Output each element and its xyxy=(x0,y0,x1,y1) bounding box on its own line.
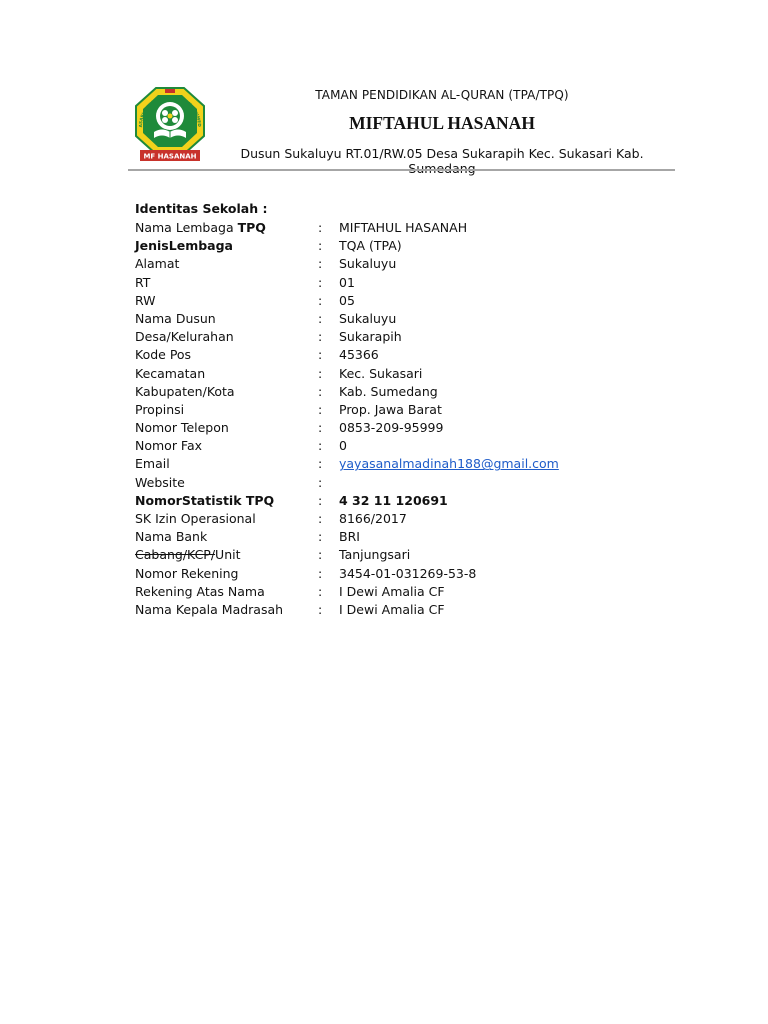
row-label: Desa/Kelurahan xyxy=(135,329,234,345)
row-value: Prop. Jawa Barat xyxy=(339,401,442,417)
identity-row xyxy=(135,455,635,473)
identity-row xyxy=(135,255,635,273)
row-label: Nomor Telepon xyxy=(135,420,229,436)
identity-row xyxy=(135,383,635,401)
identity-row xyxy=(135,528,635,546)
row-label: Cabang/KCP/Unit xyxy=(135,547,241,563)
row-value: BRI xyxy=(339,529,360,545)
row-separator: : xyxy=(318,238,323,254)
row-value: 0 xyxy=(339,438,347,454)
row-value: 05 xyxy=(339,292,355,308)
row-separator: : xyxy=(318,420,323,436)
row-separator: : xyxy=(318,256,323,272)
identity-row xyxy=(135,237,635,255)
row-label: RT xyxy=(135,274,151,290)
row-value: Kec. Sukasari xyxy=(339,365,423,381)
row-value: TQA (TPA) xyxy=(339,238,402,254)
institution-address: Dusun Sukaluyu RT.01/RW.05 Desa Sukarapih Kec. Sukasari Kab. Sumedang xyxy=(240,146,644,176)
identity-list xyxy=(135,219,635,619)
identity-row xyxy=(135,492,635,510)
institution-type: TAMAN PENDIDIKAN AL-QURAN (TPA/TPQ) xyxy=(315,88,569,102)
row-value xyxy=(339,474,635,492)
identity-row xyxy=(135,310,635,328)
identity-row xyxy=(135,583,635,601)
row-value: Kab. Sumedang xyxy=(339,383,438,399)
row-label: Nama Bank xyxy=(135,529,208,545)
row-separator: : xyxy=(318,601,323,617)
identity-row xyxy=(135,437,635,455)
row-label: Nama Kepala Madrasah xyxy=(135,601,284,617)
row-value: 3454-01-031269-53-8 xyxy=(339,565,477,581)
identity-row xyxy=(135,401,635,419)
school-logo xyxy=(134,86,206,164)
section-title: Identitas Sekolah : xyxy=(135,201,268,216)
identity-row xyxy=(135,565,635,583)
row-separator: : xyxy=(318,474,323,490)
row-label: Kecamatan xyxy=(135,365,206,381)
identity-row xyxy=(135,219,635,237)
row-label: Nomor Fax xyxy=(135,438,203,454)
row-label: Nama Lembaga TPQ xyxy=(135,220,266,235)
identity-row xyxy=(135,474,635,492)
row-value: Sukarapih xyxy=(339,329,402,345)
row-value: 45366 xyxy=(339,347,379,363)
identity-row xyxy=(135,419,635,437)
identity-row xyxy=(135,510,635,528)
identity-row xyxy=(135,328,635,346)
row-value: 4 32 11 120691 xyxy=(339,492,448,508)
row-separator: : xyxy=(318,220,323,235)
identity-row xyxy=(135,601,635,619)
identity-row xyxy=(135,292,635,310)
row-separator: : xyxy=(318,583,323,599)
row-separator: : xyxy=(318,401,323,417)
row-value: I Dewi Amalia CF xyxy=(339,601,445,617)
identity-row xyxy=(135,274,635,292)
row-label: Nomor Rekening xyxy=(135,565,239,581)
row-separator: : xyxy=(318,456,323,472)
row-label: SK Izin Operasional xyxy=(135,511,256,526)
row-separator: : xyxy=(318,529,323,545)
identity-row xyxy=(135,346,635,364)
row-separator: : xyxy=(318,365,323,381)
row-label: Email xyxy=(135,456,170,472)
row-label: Website xyxy=(135,474,185,490)
row-value: MIFTAHUL HASANAH xyxy=(339,220,468,235)
row-label: Propinsi xyxy=(135,401,185,417)
row-separator: : xyxy=(318,310,323,326)
email-link[interactable]: yayasanalmadinah188@gmail.com xyxy=(339,456,559,472)
row-label: Kabupaten/Kota xyxy=(135,383,235,399)
row-value: 0853-209-95999 xyxy=(339,420,444,436)
row-separator: : xyxy=(318,329,323,345)
row-value: Tanjungsari xyxy=(339,547,411,563)
row-separator: : xyxy=(318,274,323,290)
row-label: Alamat xyxy=(135,256,180,272)
row-label: NomorStatistik TPQ xyxy=(135,492,275,508)
row-value: Sukaluyu xyxy=(339,256,397,272)
row-separator: : xyxy=(318,547,323,563)
row-value: 01 xyxy=(339,274,355,290)
row-separator: : xyxy=(318,383,323,399)
row-separator: : xyxy=(318,438,323,454)
row-label: JenisLembaga xyxy=(135,238,233,254)
logo-banner-text: MF HASANAH xyxy=(143,152,197,161)
row-label: Kode Pos xyxy=(135,347,192,363)
row-separator: : xyxy=(318,347,323,363)
row-separator: : xyxy=(318,565,323,581)
row-value: 8166/2017 xyxy=(339,511,407,526)
header-divider xyxy=(128,169,675,171)
row-label: Rekening Atas Nama xyxy=(135,583,265,599)
institution-name: MIFTAHUL HASANAH xyxy=(349,113,535,133)
row-separator: : xyxy=(318,292,323,308)
logo-arc-text: ASARI • TKQ/TPA AL-QUR'AN • SUMED xyxy=(137,93,203,128)
identity-row xyxy=(135,546,635,564)
row-value: Sukaluyu xyxy=(339,310,397,326)
row-label: Nama Dusun xyxy=(135,310,216,326)
row-separator: : xyxy=(318,511,323,526)
row-separator: : xyxy=(318,492,323,508)
identity-row xyxy=(135,365,635,383)
row-label: RW xyxy=(135,292,156,308)
row-value: I Dewi Amalia CF xyxy=(339,583,445,599)
